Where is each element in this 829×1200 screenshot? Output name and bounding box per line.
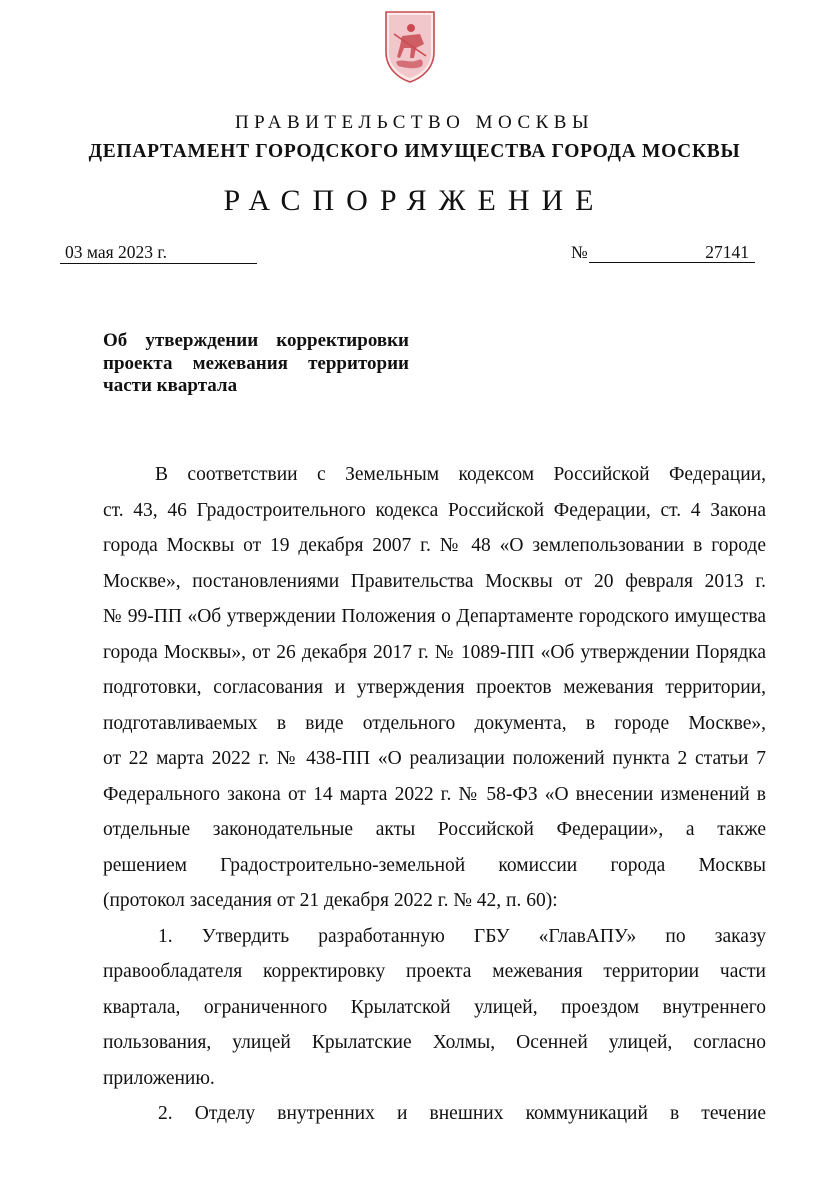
body-line: подготавливаемых в виде отдельного документа, в городе Москве»,	[103, 712, 766, 734]
item-1-line: пользования, улицей Крылатские Холмы, Осенней улицей, согласно	[103, 1032, 766, 1053]
document-number-label: №	[571, 242, 588, 262]
item-1-line: квартала, ограниченного Крылатской улицей, проездом внутреннего	[103, 996, 766, 1018]
body-line: (протокол заседания от 21 декабря 2022 г. № 42, п. 60):	[103, 890, 558, 911]
subject-line: Об утверждении корректировки	[103, 330, 409, 351]
item-1-line: 1. Утвердить разработанную ГБУ «ГлавАПУ» по заказу	[158, 925, 766, 947]
document-subject	[103, 330, 409, 398]
document-body	[103, 457, 766, 1132]
body-line: города Москвы», от 26 декабря 2017 г. № 1089-ПП «Об утверждении Порядка	[103, 641, 766, 663]
body-line: № 99-ПП «Об утверждении Положения о Департаменте городского имущества	[103, 606, 766, 627]
body-line: решением Градостроительно-земельной комиссии города Москвы	[103, 854, 766, 876]
item-2-line: 2. Отделу внутренних и внешних коммуникаций в течение	[158, 1103, 766, 1124]
document-number: 27141	[589, 241, 755, 263]
document-type-title: РАСПОРЯЖЕНИЕ	[223, 184, 606, 217]
body-line: Федерального закона от 14 марта 2022 г. № 58-ФЗ «О внесении изменений в	[103, 783, 766, 805]
body-line: города Москвы от 19 декабря 2007 г. № 48 «О землепользовании в городе	[103, 535, 766, 556]
moscow-coat-of-arms-icon	[380, 8, 440, 84]
document-date: 03 мая 2023 г.	[60, 241, 257, 264]
body-line: Москве», постановлениями Правительства Москвы от 20 февраля 2013 г.	[103, 570, 766, 592]
subject-line: части квартала	[103, 375, 238, 396]
body-line: подготовки, согласования и утверждения проектов межевания территории,	[103, 677, 766, 698]
item-1-line: правообладателя корректировку проекта межевания территории части	[103, 961, 766, 982]
government-heading: ПРАВИТЕЛЬСТВО МОСКВЫ	[234, 112, 595, 133]
body-line: В соответствии с Земельным кодексом Российской Федерации,	[155, 464, 766, 485]
body-line: ст. 43, 46 Градостроительного кодекса Российской Федерации, ст. 4 Закона	[103, 499, 766, 521]
department-heading: ДЕПАРТАМЕНТ ГОРОДСКОГО ИМУЩЕСТВА ГОРОДА МОСКВЫ	[88, 141, 741, 162]
body-line: отдельные законодательные акты Российской Федерации», а также	[103, 819, 766, 840]
body-line: от 22 марта 2022 г. № 438-ПП «О реализации положений пункта 2 статьи 7	[103, 748, 766, 769]
subject-line: проекта межевания территории	[103, 352, 409, 374]
item-1-line: приложению.	[103, 1067, 215, 1089]
